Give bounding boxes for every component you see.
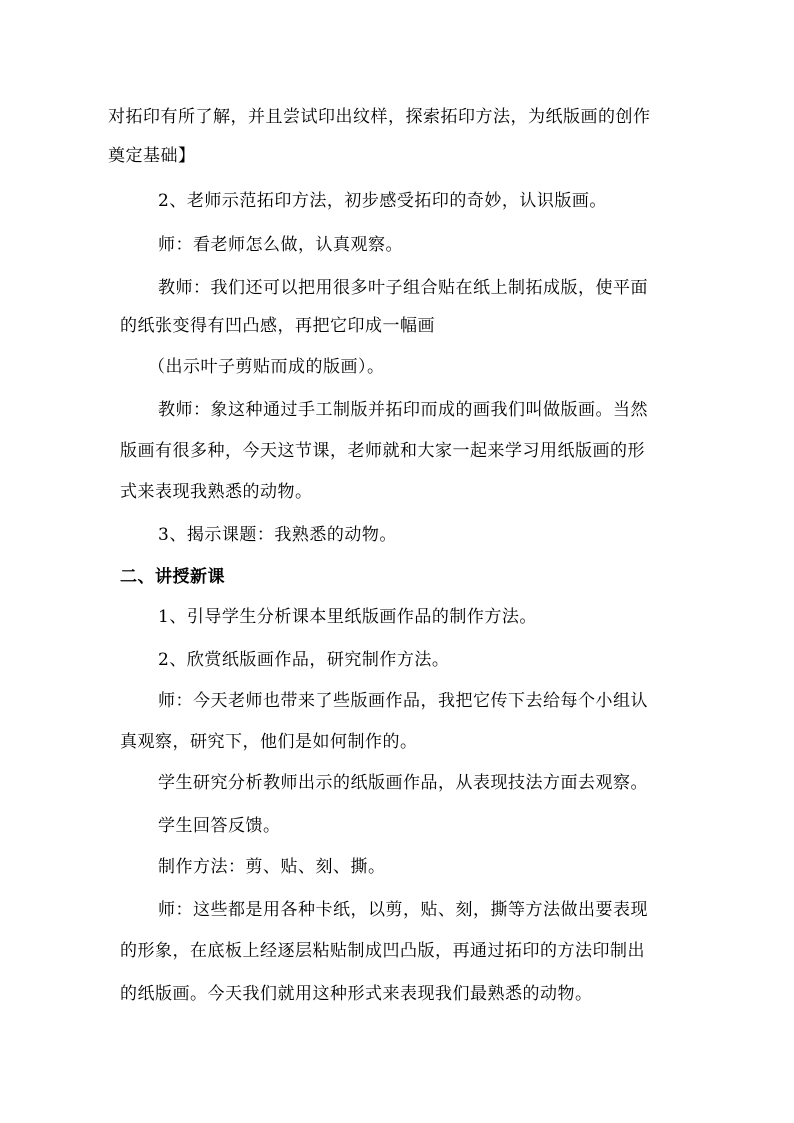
- paragraph-line: 的纸张变得有凹凸感，再把它印成一幅画: [120, 316, 435, 336]
- paragraph-line: 的纸版画。今天我们就用这种形式来表现我们最熟悉的动物。: [120, 984, 593, 1004]
- paragraph-line: 学生回答反馈。: [158, 816, 281, 836]
- paragraph-line: 2、欣赏纸版画作品，研究制作方法。: [158, 650, 450, 670]
- paragraph-line: 2、老师示范拓印方法，初步感受拓印的奇妙，认识版画。: [158, 191, 607, 211]
- paragraph-line: 奠定基础】: [108, 146, 196, 166]
- paragraph-line: 教师：象这种通过手工制版并拓印而成的画我们叫做版画。当然: [158, 400, 648, 420]
- paragraph-line: （出示叶子剪贴而成的版画）。: [148, 357, 385, 377]
- paragraph-line: 师：今天老师也带来了些版画作品，我把它传下去给每个小组认: [158, 691, 648, 711]
- paragraph-line: 1、引导学生分析课本里纸版画作品的制作方法。: [158, 607, 537, 627]
- paragraph-line: 式来表现我熟悉的动物。: [120, 482, 313, 502]
- paragraph-line: 真观察，研究下，他们是如何制作的。: [120, 732, 418, 752]
- paragraph-line: 师：这些都是用各种卡纸，以剪，贴、刻，撕等方法做出要表现: [158, 900, 648, 920]
- section-heading: 二、讲授新课: [120, 567, 225, 587]
- paragraph-line: 对拓印有所了解，并且尝试印出纹样，探索拓印方法，为纸版画的创作: [108, 107, 651, 127]
- paragraph-line: 制作方法：剪、贴、刻、撕。: [158, 857, 386, 877]
- paragraph-line: 的形象，在底板上经逐层粘贴制成凹凸版，再通过拓印的方法印制出: [120, 941, 645, 961]
- paragraph-line: 版画有很多种，今天这节课，老师就和大家一起来学习用纸版画的形: [120, 441, 645, 461]
- paragraph-line: 3、揭示课题：我熟悉的动物。: [158, 525, 397, 545]
- paragraph-line: 教师：我们还可以把用很多叶子组合贴在纸上制拓成版，使平面: [158, 278, 648, 298]
- paragraph-line: 学生研究分析教师出示的纸版画作品，从表现技法方面去观察。: [158, 773, 648, 793]
- paragraph-line: 师：看老师怎么做，认真观察。: [158, 235, 403, 255]
